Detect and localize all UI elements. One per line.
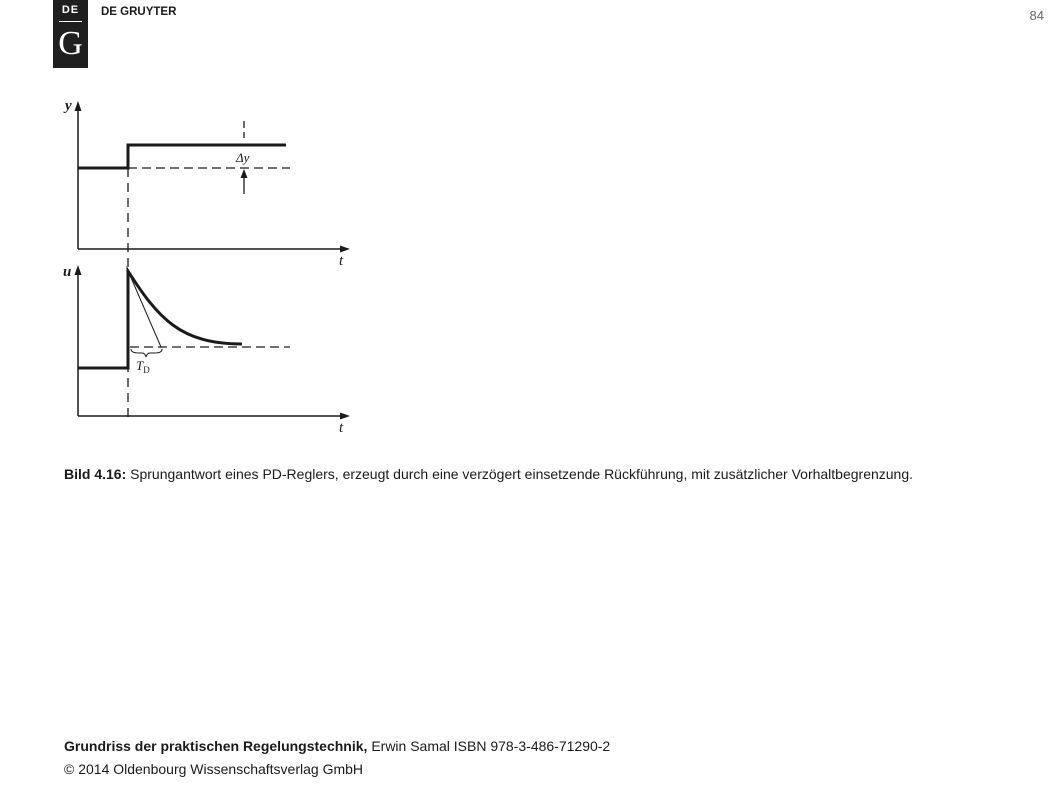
publisher-name: DE GRUYTER — [101, 6, 177, 18]
upper-t-arrow — [340, 246, 350, 253]
time-constant-label — [136, 358, 150, 375]
time-constant-symbol: T — [136, 358, 144, 373]
lower-t-arrow — [340, 413, 350, 420]
page-number: 84 — [1029, 8, 1044, 23]
book-title: Grundriss der praktischen Regelungstechnik, — [64, 738, 368, 754]
caption-text: Sprungantwort eines PD-Reglers, erzeugt durch eine verzögert einsetzende Rückführung, mit zusätzlicher Vorhaltbegrenzung. — [130, 466, 914, 482]
caption-label: Bild 4.16: — [64, 466, 127, 482]
copyright-line: © 2014 Oldenbourg Wissenschaftsverlag GmbH — [64, 761, 364, 777]
logo-top-text: DE — [61, 4, 80, 16]
time-constant-brace — [131, 349, 162, 357]
delta-label: Δy — [236, 150, 250, 165]
publisher-logo — [53, 0, 88, 68]
lower-time-label: t — [339, 420, 344, 435]
upper-axis-label: y — [65, 98, 72, 114]
footer — [64, 735, 610, 781]
lower-axis-label: u — [63, 264, 72, 280]
upper-y-arrow — [75, 101, 82, 111]
upper-time-label: t — [339, 253, 344, 269]
logo-letter: G — [58, 25, 83, 62]
book-info: Erwin Samal ISBN 978-3-486-71290-2 — [371, 738, 611, 754]
logo-divider — [59, 21, 82, 22]
footer-book-line — [64, 735, 610, 758]
delta-arrow-up — [241, 169, 248, 178]
time-constant-subscript: D — [143, 365, 150, 375]
lower-u-arrow — [75, 265, 82, 275]
figure-caption — [64, 463, 944, 486]
output-response-curve — [78, 271, 242, 368]
step-response-figure — [56, 90, 366, 435]
input-step-curve — [78, 145, 286, 168]
